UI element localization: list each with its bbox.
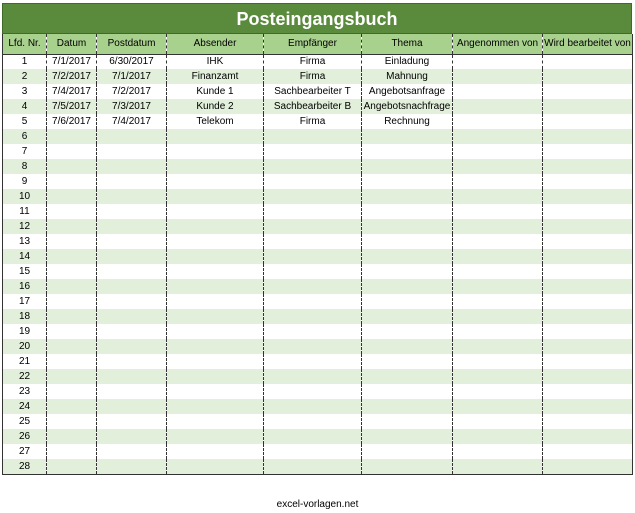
table-cell[interactable]: 5 [3,114,47,129]
table-cell[interactable] [167,414,264,429]
table-cell[interactable] [167,429,264,444]
table-cell[interactable] [362,369,453,384]
table-cell[interactable]: IHK [167,54,264,69]
table-cell[interactable] [47,414,97,429]
table-cell[interactable] [47,264,97,279]
table-cell[interactable] [167,234,264,249]
table-cell[interactable]: 13 [3,234,47,249]
table-cell[interactable] [453,219,543,234]
column-header-absender[interactable]: Absender [167,34,264,54]
table-cell[interactable] [264,354,362,369]
table-cell[interactable] [47,444,97,459]
table-cell[interactable]: 24 [3,399,47,414]
table-cell[interactable]: 27 [3,444,47,459]
table-cell[interactable] [543,324,633,339]
table-cell[interactable]: 1 [3,54,47,69]
table-cell[interactable] [543,174,633,189]
table-cell[interactable] [543,219,633,234]
column-header-empfaenger[interactable]: Empfänger [264,34,362,54]
table-cell[interactable] [47,309,97,324]
table-cell[interactable] [167,174,264,189]
table-cell[interactable] [453,399,543,414]
table-row [3,54,633,69]
table-cell[interactable] [362,339,453,354]
table-cell[interactable] [97,354,167,369]
table-cell[interactable] [543,429,633,444]
table-cell[interactable]: 7/1/2017 [97,69,167,84]
table-cell[interactable] [97,174,167,189]
table-cell[interactable] [97,294,167,309]
table-cell[interactable]: 8 [3,159,47,174]
table-cell[interactable] [543,339,633,354]
table-row [3,399,633,414]
table-cell[interactable] [453,84,543,99]
table-cell[interactable] [362,444,453,459]
header-row [3,34,633,54]
table-cell[interactable]: Kunde 1 [167,84,264,99]
table-cell[interactable] [97,159,167,174]
table-cell[interactable] [362,279,453,294]
table-cell[interactable] [453,339,543,354]
table-row [3,189,633,204]
table-cell[interactable] [543,414,633,429]
table-cell[interactable] [362,249,453,264]
table-cell[interactable]: 7/3/2017 [97,99,167,114]
table-cell[interactable] [97,204,167,219]
table-cell[interactable] [362,414,453,429]
table-cell[interactable] [47,219,97,234]
table-cell[interactable] [264,159,362,174]
column-header-bearbeitet[interactable]: Wird bearbeitet von [543,34,633,54]
table-cell[interactable]: Telekom [167,114,264,129]
table-cell[interactable] [167,159,264,174]
table-row [3,369,633,384]
table-cell[interactable] [453,459,543,474]
table-cell[interactable] [453,429,543,444]
column-header-datum[interactable]: Datum [47,34,97,54]
table-cell[interactable] [47,369,97,384]
table-row [3,219,633,234]
table-cell[interactable] [362,129,453,144]
table-cell[interactable] [47,384,97,399]
table-cell[interactable]: 7 [3,144,47,159]
table-cell[interactable] [167,384,264,399]
table-cell[interactable] [47,144,97,159]
table-cell[interactable]: 23 [3,384,47,399]
table-cell[interactable] [453,159,543,174]
table-cell[interactable] [362,234,453,249]
table-cell[interactable] [264,204,362,219]
table-cell[interactable] [453,144,543,159]
table-cell[interactable] [543,204,633,219]
table-cell[interactable] [97,384,167,399]
table-cell[interactable] [453,354,543,369]
table-cell[interactable] [264,174,362,189]
table-cell[interactable] [264,249,362,264]
table-cell[interactable] [453,249,543,264]
table-cell[interactable]: 25 [3,414,47,429]
table-cell[interactable] [264,294,362,309]
table-cell[interactable] [167,144,264,159]
table-row [3,459,633,474]
table-cell[interactable] [543,189,633,204]
table-cell[interactable]: Firma [264,69,362,84]
table-cell[interactable]: 22 [3,369,47,384]
table-cell[interactable]: 15 [3,264,47,279]
table-cell[interactable]: 16 [3,279,47,294]
table-cell[interactable] [362,159,453,174]
table-cell[interactable] [543,354,633,369]
table-cell[interactable]: 2 [3,69,47,84]
table-cell[interactable] [97,339,167,354]
table-cell[interactable] [453,444,543,459]
table-cell[interactable] [47,399,97,414]
table-cell[interactable] [264,219,362,234]
table-row [3,354,633,369]
table-cell[interactable]: Mahnung [362,69,453,84]
table-cell[interactable]: 9 [3,174,47,189]
table-cell[interactable] [47,174,97,189]
table-cell[interactable] [47,354,97,369]
table-cell[interactable] [453,234,543,249]
table-cell[interactable] [453,324,543,339]
table-cell[interactable] [543,54,633,69]
table-cell[interactable]: 14 [3,249,47,264]
table-cell[interactable] [543,249,633,264]
table-cell[interactable] [453,69,543,84]
table-cell[interactable] [264,429,362,444]
table-cell[interactable] [167,204,264,219]
table-row [3,324,633,339]
table-cell[interactable] [543,234,633,249]
table-cell[interactable]: 26 [3,429,47,444]
table-cell[interactable]: 17 [3,294,47,309]
column-header-postdatum[interactable]: Postdatum [97,34,167,54]
table-row [3,294,633,309]
table-cell[interactable] [362,399,453,414]
table-cell[interactable]: Firma [264,54,362,69]
table-cell[interactable] [264,399,362,414]
table-cell[interactable] [453,264,543,279]
table-cell[interactable]: Angebotsanfrage [362,84,453,99]
table-cell[interactable]: Sachbearbeiter B [264,99,362,114]
table-cell[interactable] [47,339,97,354]
table-cell[interactable] [167,129,264,144]
table-cell[interactable] [97,414,167,429]
table-cell[interactable]: Kunde 2 [167,99,264,114]
table-cell[interactable] [362,189,453,204]
table-cell[interactable] [97,144,167,159]
table-cell[interactable] [47,234,97,249]
table-cell[interactable] [543,399,633,414]
column-header-thema[interactable]: Thema [362,34,453,54]
table-cell[interactable] [362,264,453,279]
table-row [3,159,633,174]
table-cell[interactable] [167,459,264,474]
table-row [3,384,633,399]
table-cell[interactable] [167,399,264,414]
table-cell[interactable] [453,99,543,114]
table-cell[interactable] [453,279,543,294]
table-cell[interactable] [543,459,633,474]
table-cell[interactable] [543,99,633,114]
table-cell[interactable]: 12 [3,219,47,234]
table-cell[interactable]: 7/2/2017 [97,84,167,99]
table-cell[interactable]: 20 [3,339,47,354]
table-cell[interactable]: 7/5/2017 [47,99,97,114]
table-cell[interactable] [47,159,97,174]
table-cell[interactable] [453,414,543,429]
table-cell[interactable]: Finanzamt [167,69,264,84]
table-cell[interactable] [543,159,633,174]
table-cell[interactable] [167,354,264,369]
table-cell[interactable] [47,429,97,444]
table-cell[interactable] [47,294,97,309]
table-cell[interactable]: 19 [3,324,47,339]
table-row [3,204,633,219]
table-cell[interactable] [167,219,264,234]
table-cell[interactable] [453,174,543,189]
table-cell[interactable] [543,294,633,309]
page-title: Posteingangsbuch [2,3,632,34]
table-cell[interactable] [453,189,543,204]
table-cell[interactable] [264,369,362,384]
table-cell[interactable] [97,279,167,294]
table-cell[interactable] [543,114,633,129]
table-cell[interactable] [264,144,362,159]
table-row [3,99,633,114]
table-cell[interactable] [362,459,453,474]
table-cell[interactable] [97,324,167,339]
table-row [3,69,633,84]
table-cell[interactable] [264,129,362,144]
table-row [3,444,633,459]
table-cell[interactable] [97,129,167,144]
table-row [3,249,633,264]
table-cell[interactable] [264,279,362,294]
table-cell[interactable] [97,444,167,459]
table-cell[interactable] [264,459,362,474]
table-cell[interactable] [47,459,97,474]
table-row [3,279,633,294]
table-cell[interactable]: 7/1/2017 [47,54,97,69]
table-cell[interactable] [453,309,543,324]
table-cell[interactable] [543,69,633,84]
table-cell[interactable] [47,129,97,144]
table-cell[interactable] [97,234,167,249]
table-cell[interactable] [264,414,362,429]
table-cell[interactable]: 7/2/2017 [47,69,97,84]
table-cell[interactable] [543,444,633,459]
table-cell[interactable] [264,234,362,249]
table-cell[interactable] [264,444,362,459]
table-cell[interactable]: Rechnung [362,114,453,129]
table-cell[interactable] [453,384,543,399]
table-cell[interactable]: Firma [264,114,362,129]
table-cell[interactable] [264,324,362,339]
table-row [3,114,633,129]
table-cell[interactable] [543,84,633,99]
table-cell[interactable] [97,189,167,204]
table-cell[interactable] [362,204,453,219]
table-cell[interactable] [362,174,453,189]
table-cell[interactable]: 6 [3,129,47,144]
table-cell[interactable] [47,249,97,264]
table-cell[interactable] [264,264,362,279]
table-cell[interactable] [47,279,97,294]
table-cell[interactable]: Sachbearbeiter T [264,84,362,99]
table-row [3,264,633,279]
table-cell[interactable] [362,219,453,234]
table-cell[interactable] [453,204,543,219]
table-cell[interactable]: 3 [3,84,47,99]
table-cell[interactable] [167,339,264,354]
table-cell[interactable] [543,279,633,294]
table-row [3,174,633,189]
mail-log-table [2,34,633,475]
table-cell[interactable] [362,324,453,339]
table-cell[interactable]: 18 [3,309,47,324]
table-cell[interactable] [97,459,167,474]
table-cell[interactable] [97,369,167,384]
table-cell[interactable]: 6/30/2017 [97,54,167,69]
table-row [3,84,633,99]
table-cell[interactable] [543,144,633,159]
table-cell[interactable] [167,279,264,294]
column-header-nr[interactable]: Lfd. Nr. [3,34,47,54]
table-cell[interactable] [97,429,167,444]
table-cell[interactable]: 7/6/2017 [47,114,97,129]
table-row [3,414,633,429]
table-cell[interactable] [264,309,362,324]
table-cell[interactable]: 21 [3,354,47,369]
table-cell[interactable] [97,309,167,324]
table-cell[interactable] [543,369,633,384]
table-cell[interactable] [97,399,167,414]
table-cell[interactable] [264,384,362,399]
table-cell[interactable] [453,369,543,384]
table-cell[interactable] [362,309,453,324]
table-cell[interactable] [167,189,264,204]
table-cell[interactable] [167,249,264,264]
table-cell[interactable] [362,354,453,369]
table-cell[interactable] [543,384,633,399]
table-cell[interactable] [543,264,633,279]
table-cell[interactable] [362,294,453,309]
table-cell[interactable] [167,294,264,309]
table-cell[interactable]: 10 [3,189,47,204]
table-row [3,429,633,444]
footer-source: excel-vorlagen.net [276,499,359,510]
table-cell[interactable] [362,384,453,399]
table-row [3,129,633,144]
table-cell[interactable] [167,264,264,279]
table-cell[interactable] [47,189,97,204]
spreadsheet [2,3,632,475]
table-cell[interactable] [167,369,264,384]
table-cell[interactable] [264,339,362,354]
table-cell[interactable]: 28 [3,459,47,474]
table-cell[interactable] [47,204,97,219]
table-cell[interactable]: Angebotsnachfrage [362,99,453,114]
table-cell[interactable]: 7/4/2017 [47,84,97,99]
table-cell[interactable] [167,324,264,339]
table-cell[interactable] [97,249,167,264]
table-cell[interactable] [167,309,264,324]
table-cell[interactable]: 4 [3,99,47,114]
table-cell[interactable] [543,309,633,324]
table-cell[interactable] [97,264,167,279]
table-row [3,144,633,159]
table-cell[interactable] [97,219,167,234]
table-cell[interactable]: Einladung [362,54,453,69]
table-cell[interactable] [453,294,543,309]
table-row [3,309,633,324]
table-row [3,339,633,354]
table-cell[interactable] [453,114,543,129]
table-cell[interactable] [362,144,453,159]
table-cell[interactable] [543,129,633,144]
table-cell[interactable] [362,429,453,444]
table-row [3,234,633,249]
table-cell[interactable]: 11 [3,204,47,219]
table-cell[interactable]: 7/4/2017 [97,114,167,129]
table-cell[interactable] [47,324,97,339]
table-cell[interactable] [453,54,543,69]
table-cell[interactable] [453,129,543,144]
column-header-angenommen[interactable]: Angenommen von [453,34,543,54]
table-cell[interactable] [167,444,264,459]
table-cell[interactable] [264,189,362,204]
